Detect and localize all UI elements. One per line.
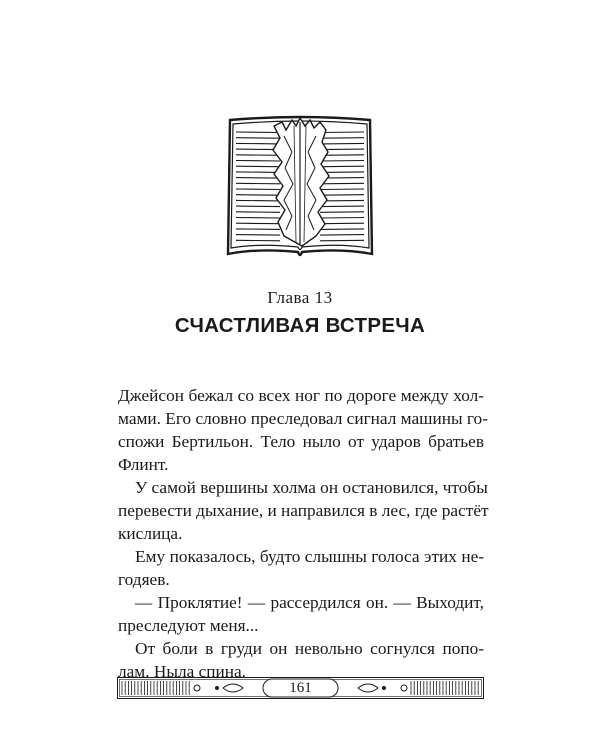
text-line: мами. Его словно преследовал сигнал машины го- bbox=[118, 409, 488, 428]
chapter-title: СЧАСТЛИВАЯ ВСТРЕЧА bbox=[174, 314, 426, 337]
page-number: 161 bbox=[289, 680, 312, 696]
text-line: От боли в груди он невольно согнулся попо- bbox=[135, 639, 484, 658]
chapter-label: Глава 13 bbox=[267, 288, 333, 307]
text-line: Ему показалось, будто слышны голоса этих не- bbox=[135, 547, 484, 566]
text-line: перевести дыхание, и направился в лес, где растёт bbox=[118, 501, 489, 520]
text-line: У самой вершины холма он остановился, чтобы bbox=[135, 478, 488, 497]
text-line: Джейсон бежал со всех ног по дороге между хол- bbox=[118, 386, 484, 405]
text-line: Флинт. bbox=[118, 455, 169, 474]
page-footer bbox=[117, 676, 484, 700]
text-line: лам. Ныла спина. bbox=[118, 662, 246, 681]
text-line: спожи Бертильон. Тело ныло от ударов братьев bbox=[118, 432, 484, 451]
text-line: преследуют меня... bbox=[118, 616, 259, 635]
open-notebook-icon bbox=[222, 112, 378, 262]
body-text bbox=[118, 384, 489, 683]
text-line: кислица. bbox=[118, 524, 183, 543]
text-line: годяев. bbox=[118, 570, 170, 589]
text-line: — Проклятие! — рассердился он. — Выходит, bbox=[135, 593, 484, 612]
